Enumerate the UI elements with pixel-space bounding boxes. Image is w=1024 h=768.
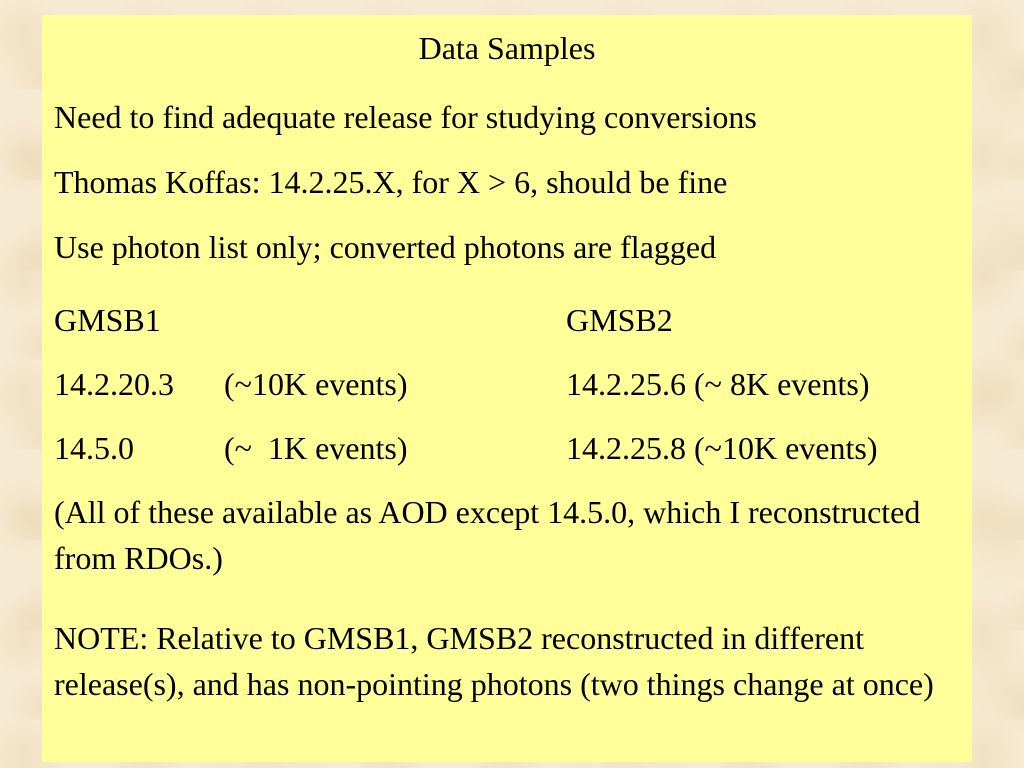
bullet-photon-list: Use photon list only; converted photons are flagged	[54, 229, 717, 265]
slide-panel	[42, 15, 972, 762]
gmsb1-release-2: 14.5.0	[54, 430, 134, 466]
slide-title: Data Samples	[418, 30, 596, 66]
bullet-release-search: Need to find adequate release for studying conversions	[54, 99, 757, 135]
gmsb2-header: GMSB2	[566, 302, 673, 338]
gmsb1-header: GMSB1	[54, 302, 161, 338]
gmsb2-sample-2: 14.2.25.8 (~10K events)	[566, 430, 878, 466]
bullet-koffas-advice: Thomas Koffas: 14.2.25.X, for X > 6, should be fine	[54, 164, 728, 200]
gmsb2-sample-1: 14.2.25.6 (~ 8K events)	[566, 366, 870, 402]
gmsb1-events-1: (~10K events)	[224, 366, 408, 402]
availability-note: (All of these available as AOD except 14.5.0, which I reconstructed from RDOs.)	[54, 494, 921, 576]
gmsb1-events-2: (~ 1K events)	[224, 430, 408, 466]
relative-note: NOTE: Relative to GMSB1, GMSB2 reconstructed in different release(s), and has non-pointing photons (two things change at once)	[54, 620, 934, 702]
gmsb1-release-1: 14.2.20.3	[54, 366, 174, 402]
